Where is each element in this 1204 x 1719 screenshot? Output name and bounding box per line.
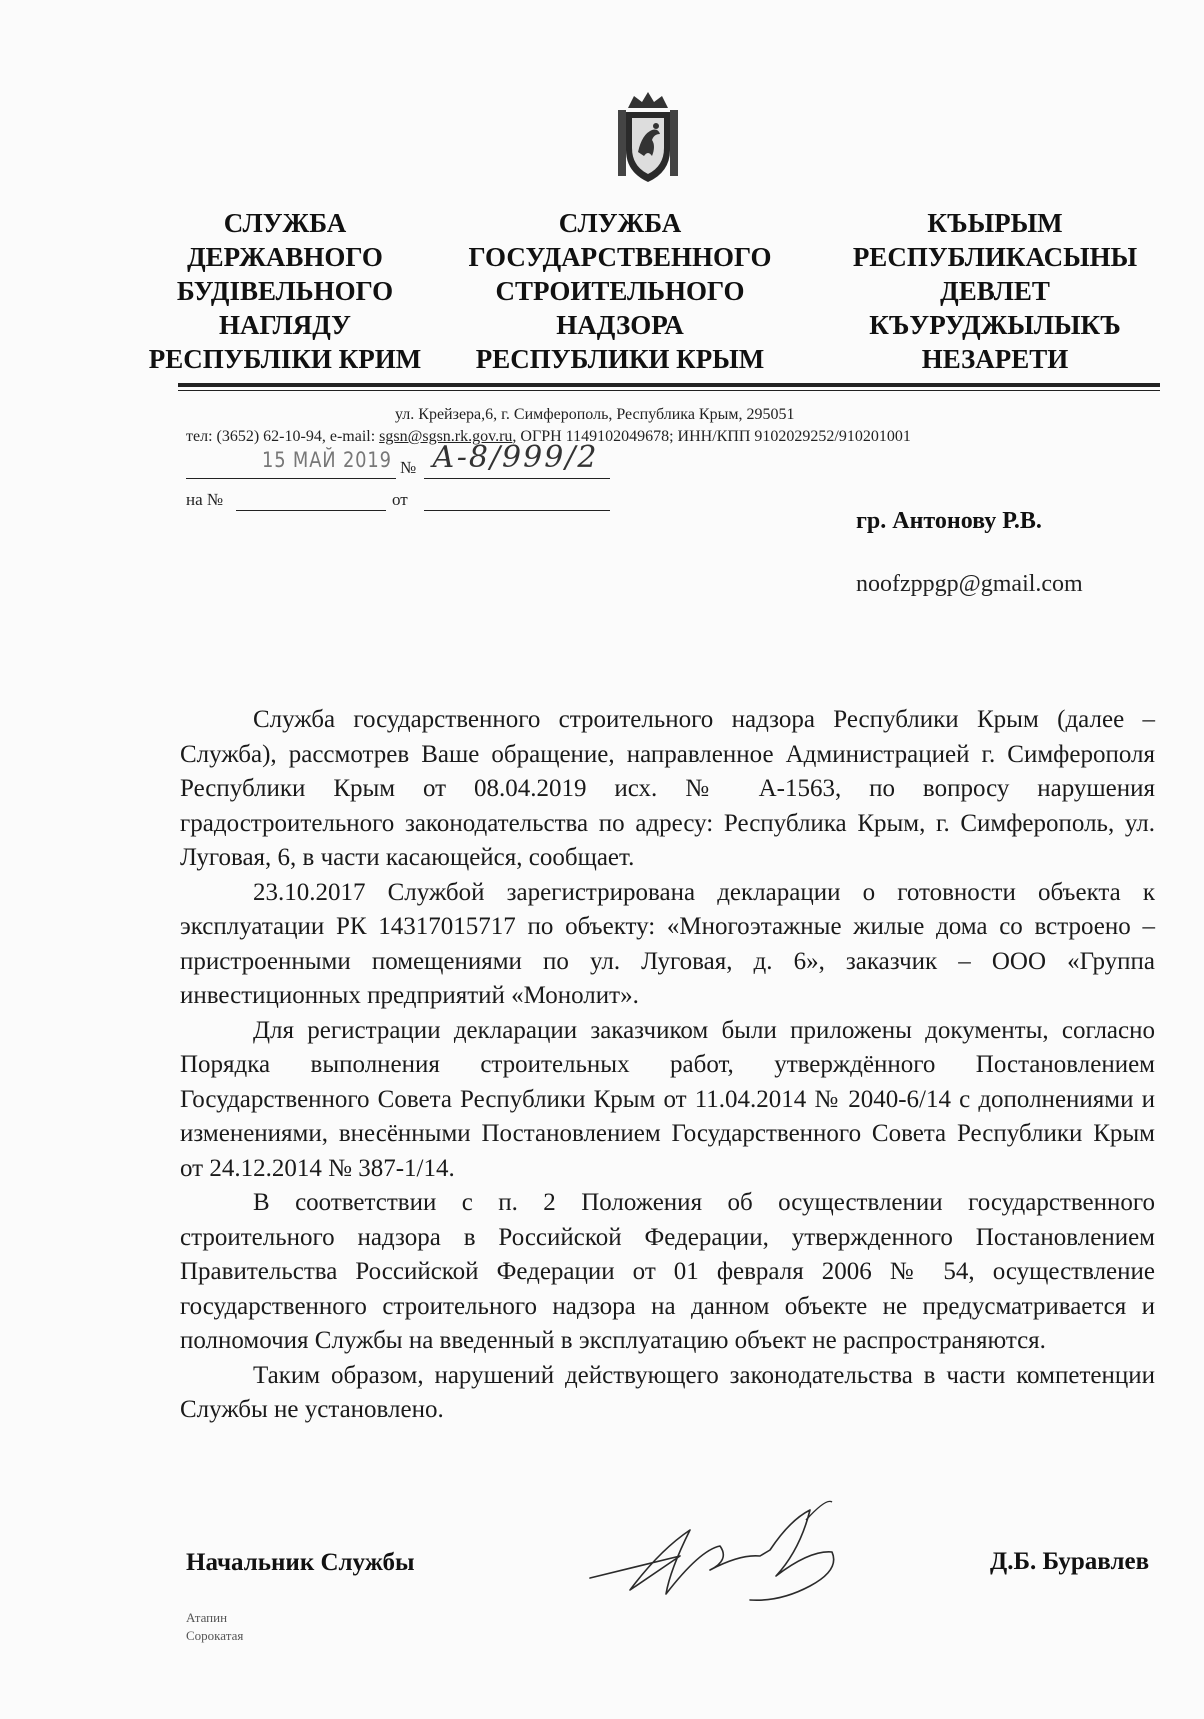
org-uk-line: НАГЛЯДУ [219,310,351,340]
handwritten-signature [570,1490,900,1620]
org-crh-line: НЕЗАРЕТИ [921,344,1069,374]
signatory-title: Начальник Службы [186,1549,415,1576]
outgoing-number-handwritten: А-8/999/2 [432,440,599,475]
reply-to-number-label: на № [186,490,224,509]
org-ru-line: НАДЗОРА [556,310,684,340]
outgoing-number-label: № [400,458,417,477]
organization-address: ул. Крейзера,6, г. Симферополь, Республика Крым, 295051 [395,406,795,423]
signatory-name: Д.Б. Буравлев [990,1548,1150,1575]
org-crh-line: ДЕВЛЕТ [940,276,1050,306]
body-paragraph: Для регистрации декларации заказчиком были приложены документы, согласно Порядка выполнения строительных работ, утверждённого Постановлением Государственного Совета Республики Крым от 11.04.2014 № 2040-6/14 с дополнениями и изменениями, внесёнными Постановлением Государственного Совета Республики Крым от 24.12.2014 № 387-1/14. [180,1016,1155,1182]
org-uk-line: РЕСПУБЛІКИ КРИМ [148,344,422,374]
executor-name: Атапин [186,1610,228,1625]
crimea-coat-of-arms-emblem [608,90,688,186]
org-uk-line: ДЕРЖАВНОГО [187,242,383,272]
org-name-russian [440,206,800,376]
body-paragraph: Служба государственного строительного надзора Республики Крым (далее – Служба), рассмотрев Ваше обращение, направленное Администрацией г. Симферополя Республики Крым от 08.04.2019 исх. № А-1563, по вопросу нарушения градостроительного законодательства по адресу: Республика Крым, г. Симферополь, ул. Луговая, 6, в части касающейся, сообщает. [180,706,1155,871]
org-ru-line: СЛУЖБА [558,208,682,238]
recipient-email: noofzppgp@gmail.com [856,571,1083,597]
outgoing-date-stamp: 15 МАЙ 2019 [262,448,392,472]
org-crh-line: РЕСПУБЛИКАСЫНЫ [852,242,1138,272]
reply-to-date-line [424,510,610,511]
contacts-registration-ids: , ОГРН 1149102049678; ИНН/КПП 9102029252/910201001 [512,428,911,445]
recipient-name: гр. Антонову Р.В. [856,508,1042,534]
letter-body [180,703,1155,1428]
org-ru-line: ГОСУДАРСТВЕННОГО [468,242,772,272]
org-ru-line: РЕСПУБЛИКИ КРЫМ [475,344,765,374]
outgoing-number-line [424,478,610,479]
header-divider-thick [178,383,1160,387]
contacts-email-link[interactable]: sgsn@sgsn.rk.gov.ru [379,428,513,445]
contacts-phone: тел: (3652) 62-10-94, e-mail: [186,428,380,445]
org-crh-line: КЪУРУДЖЫЛЫКЪ [869,310,1121,340]
org-ru-line: СТРОИТЕЛЬНОГО [495,276,745,306]
executor-note: Сорокатая [186,1628,244,1643]
org-uk-line: СЛУЖБА [223,208,347,238]
header-divider-thin [178,390,1160,391]
org-uk-line: БУДІВЕЛЬНОГО [176,276,394,306]
body-paragraph: 23.10.2017 Службой зарегистрирована декларации о готовности объекта к эксплуатации РК 14317015717 по объекту: «Многоэтажные жилые дома со встроено – пристроенными помещениями по ул. Луговая, д. 6», заказчик – ООО «Группа инвестиционных предприятий «Монолит». [180,878,1155,1009]
reply-to-number-line [236,510,386,511]
org-name-ukrainian [120,206,450,376]
body-paragraph: Таким образом, нарушений действующего законодательства в части компетенции Службы не установлено. [180,1361,1155,1423]
body-paragraph: В соответствии с п. 2 Положения об осуществлении государственного строительного надзора в Российской Федерации, утвержденного Постановлением Правительства Российской Федерации от 01 февраля 2006 № 54, осуществление государственного строительного надзора на данном объекте не предусматривается и полномочия Службы на введенный в эксплуатацию объект не распространяются. [180,1189,1155,1354]
org-name-crimean-tatar [835,206,1155,376]
org-crh-line: КЪЫРЫМ [927,208,1063,238]
reply-to-date-label: от [392,490,408,509]
outgoing-date-line [186,478,396,479]
